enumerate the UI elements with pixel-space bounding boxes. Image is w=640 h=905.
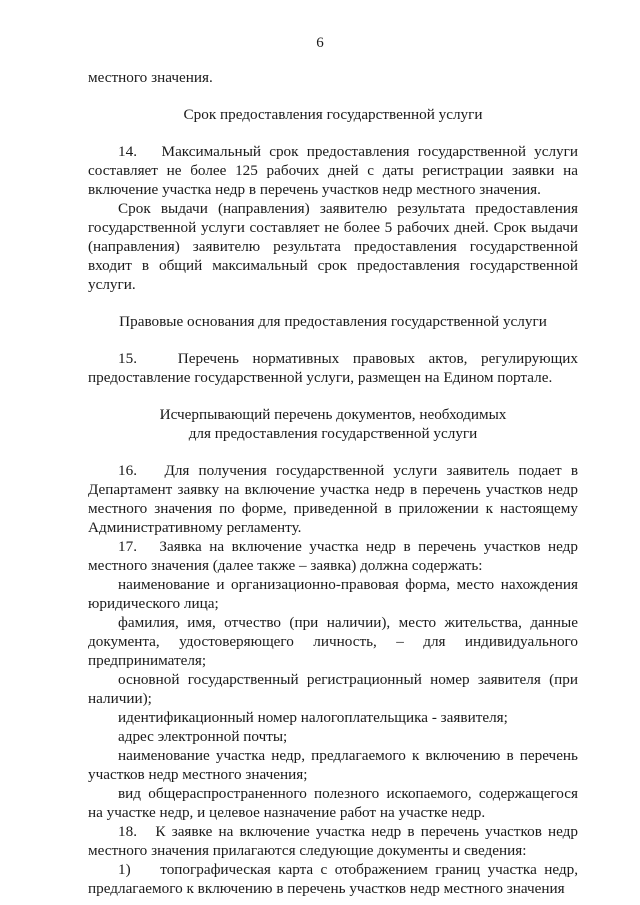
list-item-taxpayer-id: идентификационный номер налогоплательщика - заявителя; — [118, 709, 508, 726]
list-item-topographic-map: 1) топографическая карта с отображением границ участка недр, предлагаемого к включению в перечень участков недр местного значения — [88, 861, 578, 897]
list-item-mineral-type: вид общераспространенного полезного ископаемого, содержащегося на участке недр, и целевое назначение работ на участке недр. — [88, 785, 578, 821]
paragraph-14: 14. Максимальный срок предоставления государственной услуги составляет не более 125 рабочих дней с даты регистрации заявки на включение участка недр в перечень участков недр местного значения. — [88, 143, 578, 198]
section-heading-documents-line-2: для предоставления государственной услуги — [188, 425, 478, 442]
list-item-site-name: наименование участка недр, предлагаемого к включению в перечень участков недр местного значения; — [88, 747, 578, 783]
section-heading-term: Срок предоставления государственной услуги — [183, 106, 483, 123]
list-item-registration-number: основной государственный регистрационный номер заявителя (при наличии); — [88, 671, 578, 707]
section-heading-legal-basis: Правовые основания для предоставления государственной услуги — [119, 313, 547, 330]
page-number: 6 — [316, 35, 324, 51]
lead-line: местного значения. — [88, 69, 213, 86]
paragraph-18: 18. К заявке на включение участка недр в перечень участков недр местного значения прилагаются следующие документы и сведения: — [88, 823, 578, 859]
list-item-email: адрес электронной почты; — [118, 728, 288, 745]
document-body — [88, 68, 578, 898]
paragraph-14-delivery: Срок выдачи (направления) заявителю результата предоставления государственной услуги составляет не более 5 рабочих дней. Срок выдачи (направления) заявителю результата предоставления государственной входит в общий максимальный срок предоставления государственной услуги. — [88, 200, 578, 293]
paragraph-17: 17. Заявка на включение участка недр в перечень участков недр местного значения (далее также – заявка) должна содержать: — [88, 538, 578, 574]
list-item-full-name: фамилия, имя, отчество (при наличии), место жительства, данные документа, удостоверяющего личность, – для индивидуального предпринимателя; — [88, 614, 578, 669]
paragraph-15: 15. Перечень нормативных правовых актов, регулирующих предоставление государственной услуги, размещен на Едином портале. — [88, 350, 578, 386]
paragraph-16: 16. Для получения государственной услуги заявитель подает в Департамент заявку на включение участка недр в перечень участков недр местного значения по форме, приведенной в приложении к настоящему Административному регламенту. — [88, 462, 578, 536]
section-heading-documents-line-1: Исчерпывающий перечень документов, необходимых — [159, 406, 507, 423]
list-item-name-form: наименование и организационно-правовая форма, место нахождения юридического лица; — [88, 576, 578, 612]
